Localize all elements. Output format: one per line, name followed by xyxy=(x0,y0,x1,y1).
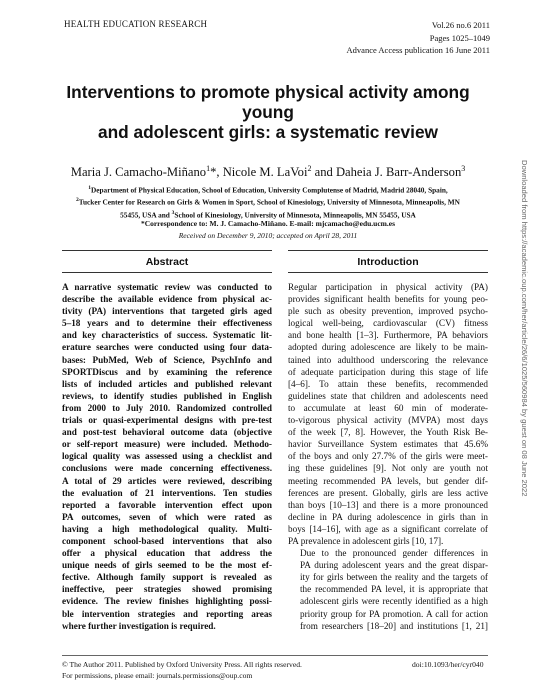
text-line: component school-based interventions that also xyxy=(62,535,272,546)
text-line: and post-test behavioral outcome data (objective xyxy=(62,427,272,438)
text-line: 5–18 years and to determine their effectiveness xyxy=(62,318,272,329)
text-line: ble intervention strategies and reporting areas xyxy=(62,608,272,619)
affil-sup: 1 xyxy=(88,185,91,191)
text-line: A total of 29 articles were reviewed, describing xyxy=(62,475,272,486)
text-line: boys [14–16], with age as a significant correlate of xyxy=(288,523,488,534)
text-line: or self-report measure) were included. Methodo- xyxy=(62,439,272,450)
text-line: PA outcomes, seven of which were rated as xyxy=(62,511,272,522)
article-title xyxy=(40,82,496,142)
affil-text: 55455, USA and xyxy=(120,210,172,220)
download-watermark xyxy=(519,160,531,680)
text-line: PA during adolescent years and the great dispar- xyxy=(300,560,488,571)
abstract-text xyxy=(62,281,272,632)
text-line: from 2000 to July 2010. Randomized controlled xyxy=(62,402,272,413)
text-line: bases: PubMed, Web of Science, PsychInfo and xyxy=(62,354,272,365)
text-line: logical well-being, cardiovascular (CV) fitness xyxy=(288,318,488,329)
corresponding-mark: *, xyxy=(210,165,223,180)
text-line: A narrative systematic review was conducted to xyxy=(62,282,272,292)
text-line: logical quality was assessed using a checklist and xyxy=(62,451,272,462)
affil-sup: 3 xyxy=(171,209,175,216)
text-line: tivity (PA) interventions that targeted girls aged xyxy=(62,306,272,317)
text-line: and bone health [1–3]. Furthermore, PA behaviors xyxy=(288,330,488,341)
intro-top-rule xyxy=(288,250,488,251)
author-name: Maria J. Camacho-Miñano xyxy=(70,165,207,180)
received-dates: Received on December 9, 2010; accepted on April 28, 2011 xyxy=(178,231,358,240)
footer-rule xyxy=(62,655,488,656)
text-line: trials or quasi-experimental designs with pre-test xyxy=(62,415,272,426)
text-line: offer a physical education that address the xyxy=(62,548,272,559)
text-line: from researchers [18–20] and institutions [1, 21] xyxy=(300,620,488,631)
affil-sup: 2 xyxy=(76,197,79,204)
text-line: Regular participation in physical activity (PA) xyxy=(288,282,488,292)
text-line: tained into adulthood underscoring the relevance xyxy=(288,354,488,365)
text-line: ineffective, peer strategies showed promising xyxy=(62,584,272,595)
text-line: ferences are present. Globally, girls are less active xyxy=(288,487,488,498)
text-line: decline in PA during adolescence in girls than in xyxy=(288,511,488,522)
text-line: and key characteristics of success. Systematic lit- xyxy=(62,330,272,341)
text-line: havior Surveillance System estimates that 45.6% xyxy=(288,439,488,450)
author-affil-mark: 3 xyxy=(461,164,466,173)
title-line: Interventions to promote physical activity among young xyxy=(66,82,470,122)
text-line: SPORTDiscus and by examining the reference xyxy=(62,366,272,377)
text-line: describe the available evidence from physical ac- xyxy=(62,294,272,305)
text-line: the recommended PA level, it is appropriate that xyxy=(300,584,488,595)
advance-access-info: Advance Access publication 16 June 2011 xyxy=(346,45,490,55)
text-line: erature searches were conducted using four data- xyxy=(62,342,272,353)
affil-text: School of Kinesiology, University of Minnesota, Minneapolis, MN 55455, USA xyxy=(174,210,416,220)
text-line: the evaluation of 21 interventions. Ten studies xyxy=(62,487,272,498)
text-line: PA prevalence in adolescent girls [10, 17]. xyxy=(288,535,444,546)
author-list xyxy=(40,164,496,180)
text-line: evidence. The review finishes highlighting possi- xyxy=(62,596,272,607)
text-line: of the boys and only 27.7% of the girls were meet- xyxy=(288,451,488,462)
text-line: adolescent girls were recently identified as a high xyxy=(300,596,488,607)
text-line: of adequate participation during this stage of life xyxy=(288,366,488,377)
author-name: Nicole M. LaVoi xyxy=(222,165,308,180)
text-line: to accumulate at least 60 min of moderate- xyxy=(288,402,488,413)
text-line: meeting recommended PA levels, but gender dif- xyxy=(288,475,488,486)
title-line: and adolescent girls: a systematic review xyxy=(97,122,438,142)
copyright-notice: © The Author 2011. Published by Oxford University Press. All rights reserved. xyxy=(62,660,302,669)
text-line: guidelines state that children and adolescents need xyxy=(288,390,488,401)
text-line: ple such as obesity prevention, improved psycho- xyxy=(288,306,488,317)
text-line: ing these guidelines [9]. Not only are youth not xyxy=(288,463,488,474)
volume-info: Vol.26 no.6 2011 xyxy=(431,20,490,30)
affiliations xyxy=(56,183,480,220)
introduction-text xyxy=(288,281,488,632)
abstract-heading: Abstract xyxy=(145,256,189,268)
text-line: where further investigation is required. xyxy=(62,620,216,631)
text-line: unique needs of girls seemed to be the most ef- xyxy=(62,560,272,571)
intro-paragraph-2 xyxy=(288,547,488,632)
text-line: of the week [7, 8]. However, the Youth Risk Be- xyxy=(288,427,488,438)
doi: doi:10.1093/her/cyr040 xyxy=(412,660,484,669)
text-line: reported a favorable intervention effect upon xyxy=(62,499,272,510)
introduction-heading: Introduction xyxy=(357,256,419,268)
text-line: lists of included articles and published relevant xyxy=(62,378,272,389)
pages-info: Pages 1025–1049 xyxy=(429,32,490,43)
affil-text: Department of Physical Education, School of Education, University Complutense of Madrid, Madrid 28040, Spain, xyxy=(90,185,448,195)
text-line: ity for girls between the reality and the targets of xyxy=(300,572,488,583)
abstract-bottom-rule xyxy=(62,272,272,273)
text-line: provides significant health benefits for young peo- xyxy=(288,294,488,305)
text-line: Due to the pronounced gender differences in xyxy=(300,548,488,559)
author-affil-mark: 2 xyxy=(307,164,312,173)
intro-paragraph-1 xyxy=(288,281,488,547)
text-line: than boys [10–13] and there is a more pronounced xyxy=(288,499,488,510)
affiliation-line xyxy=(56,183,480,195)
correspondence: *Correspondence to: M. J. Camacho-Miñano. E-mail: mjcamacho@edu.ucm.es xyxy=(140,219,396,228)
text-line: reviews, to identify studies published in English xyxy=(62,390,272,401)
text-line: [4–6]. To attain these benefits, recommended xyxy=(288,378,488,389)
affil-text: Tucker Center for Research on Girls & Women in Sport, School of Kinesiology, University of Minnesota, Minneapolis, MN xyxy=(78,197,460,207)
intro-bottom-rule xyxy=(288,272,488,273)
text-line: to-vigorous physical activity (MVPA) most days xyxy=(288,415,488,426)
text-line: fective. Although family support is revealed as xyxy=(62,572,272,583)
permissions-notice: For permissions, please email: journals.permissions@oup.com xyxy=(62,671,253,680)
author-affil-mark: 1 xyxy=(206,164,211,173)
text-line: conclusions were made concerning effectiveness. xyxy=(62,463,272,474)
abstract-top-rule xyxy=(62,250,272,251)
text-line: adopted during adolescence are likely to be main- xyxy=(288,342,488,353)
affiliation-line xyxy=(56,195,480,207)
issue-info xyxy=(347,19,490,57)
download-watermark-text: Downloaded from https://academic.oup.com/her/article/26/6/1025/560984 by guest on 08 June 2022 xyxy=(520,160,529,497)
text-line: priority group for PA promotion. A call for action xyxy=(300,608,488,619)
author-name: and Daheia J. Barr-Anderson xyxy=(311,165,462,180)
text-line: having a high methodological quality. Multi- xyxy=(62,523,272,534)
journal-name: HEALTH EDUCATION RESEARCH xyxy=(64,19,208,29)
